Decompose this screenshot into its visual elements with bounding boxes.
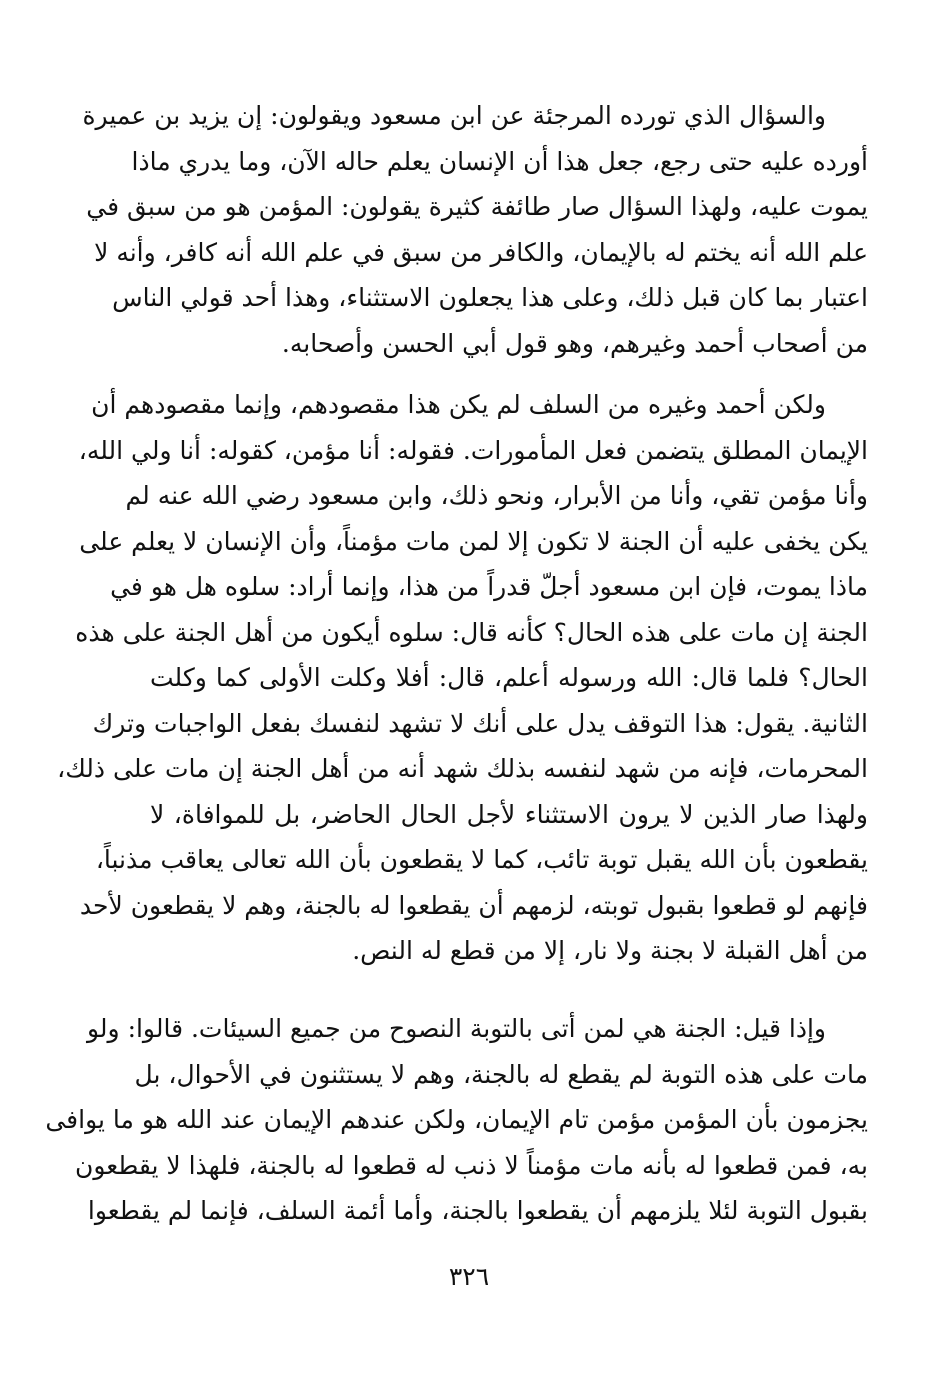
text-line: الجنة إن مات على هذه الحال؟ كأنه قال: سلوه أيكون من أهل الجنة على هذه (75, 617, 868, 647)
text-line: مات على هذه التوبة لم يقطع له بالجنة، وهم لا يستثنون في الأحوال، بل (134, 1059, 868, 1089)
text-line: المحرمات، فإنه من شهد لنفسه بذلك شهد أنه من أهل الجنة إن مات على ذلك، (57, 754, 868, 783)
paragraph-2 (57, 382, 868, 974)
text-line: ولكن أحمد وغيره من السلف لم يكن هذا مقصودهم، وإنما مقصودهم أن (91, 390, 826, 419)
text-line: الحال؟ فلما قال: الله ورسوله أعلم، قال: أفلا وكلت الأولى كما وكلت (150, 663, 868, 692)
text-line: الثانية. يقول: هذا التوقف يدل على أنك لا تشهد لنفسك بفعل الواجبات وترك (92, 708, 868, 738)
text-line: ماذا يموت، فإن ابن مسعود أجلّ قدراً من هذا، وإنما أراد: سلوه هل هو في (110, 572, 868, 601)
text-line: والسؤال الذي تورده المرجئة عن ابن مسعود ويقولون: إن يزيد بن عميرة (82, 101, 826, 130)
text-line: بقبول التوبة لئلا يلزمهم أن يقطعوا بالجنة، وأما أئمة السلف، فإنما لم يقطعوا (87, 1196, 868, 1225)
text-line: علم الله أنه يختم له بالإيمان، والكافر من سبق في علم الله أنه كافر، وأنه لا (94, 237, 868, 267)
text-line: أورده عليه حتى رجع، جعل هذا أن الإنسان يعلم حاله الآن، وما يدري ماذا (131, 146, 868, 176)
paragraph-1 (82, 93, 868, 366)
paragraph-3 (45, 1006, 868, 1234)
text-line: به، فمن قطعوا له بأنه مات مؤمناً لا ذنب له قطعوا له بالجنة، فلهذا لا يقطعون (75, 1150, 868, 1180)
page-number: ٣٢٦ (448, 1262, 490, 1291)
text-line: يموت عليه، ولهذا السؤال صار طائفة كثيرة يقولون: المؤمن هو من سبق في (86, 192, 868, 221)
text-line: اعتبار بما كان قبل ذلك، وعلى هذا يجعلون الاستثناء، وهذا أحد قولي الناس (112, 283, 868, 312)
text-line: وإذا قيل: الجنة هي لمن أتى بالتوبة النصوح من جميع السيئات. قالوا: ولو (87, 1014, 826, 1043)
text-line: يقطعون بأن الله يقبل توبة تائب، كما لا يقطعون بأن الله تعالى يعاقب مذنباً، (95, 845, 868, 874)
text-line: وأنا مؤمن تقي، وأنا من الأبرار، ونحو ذلك، وابن مسعود رضي الله عنه لم (125, 481, 868, 510)
text-line: الإيمان المطلق يتضمن فعل المأمورات. فقوله: أنا مؤمن، كقوله: أنا ولي الله، (78, 435, 868, 465)
text-line: يجزمون بأن المؤمن مؤمن تام الإيمان، ولكن عندهم الإيمان عند الله هو ما يوافى (45, 1105, 868, 1134)
text-line: من أصحاب أحمد وغيرهم، وهو قول أبي الحسن وأصحابه. (281, 328, 868, 358)
text-line: يكن يخفى عليه أن الجنة لا تكون إلا لمن مات مؤمناً، وأن الإنسان لا يعلم على (79, 526, 868, 556)
text-line: ولهذا صار الذين لا يرون الاستثناء لأجل الحال الحاضر، بل للموافاة، لا (150, 799, 868, 829)
text-line: فإنهم لو قطعوا بقبول توبته، لزمهم أن يقطعوا له بالجنة، وهم لا يقطعون لأحد (79, 890, 868, 920)
text-line: من أهل القبلة لا بجنة ولا نار، إلا من قطع له النص. (352, 936, 868, 965)
